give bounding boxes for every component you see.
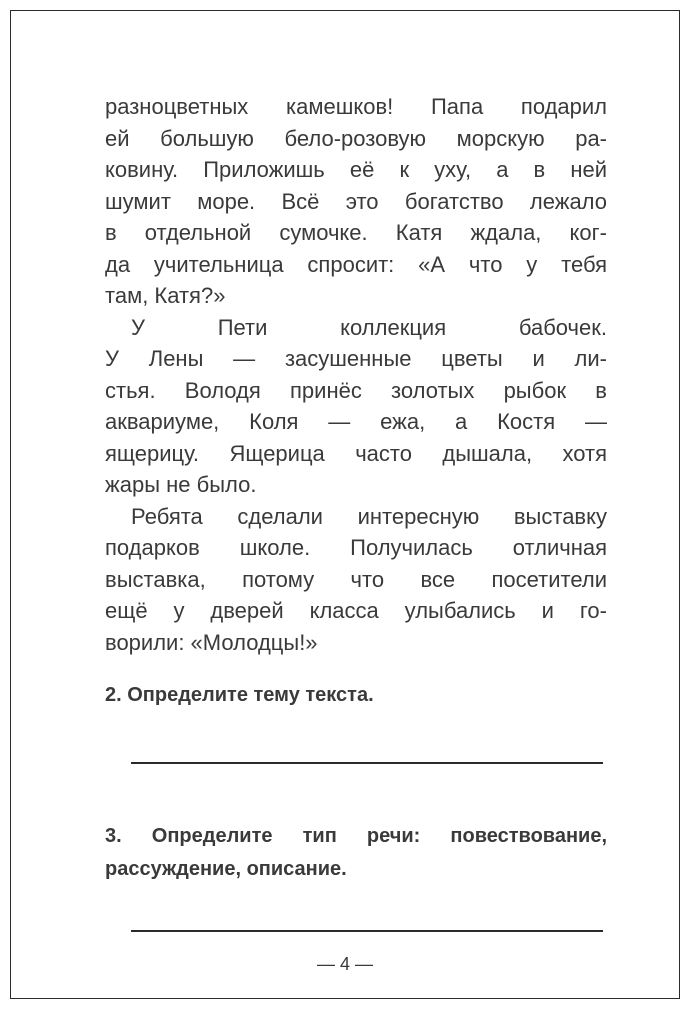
question-2 [105, 679, 607, 712]
story-line: да учительница спросит: «А что у тебя [105, 251, 607, 277]
story-line: подарков школе. Получилась отличная [105, 535, 607, 560]
story-line: выставка, потому что все посетители [105, 566, 607, 592]
story-line: в отдельной сумочке. Катя ждала, ког- [105, 220, 607, 245]
story-line: шумит море. Всё это богатство лежало [105, 188, 607, 214]
story-line: аквариуме, Коля — ежа, а Костя — [105, 409, 607, 434]
question-3 [105, 820, 607, 886]
question-text: рассуждение, описание. [105, 858, 347, 880]
story-line: ящерицу. Ящерица часто дышала, хотя [105, 440, 607, 466]
story-line: стья. Володя принёс золотых рыбок в [105, 377, 607, 403]
story-line: ещё у дверей класса улыбались и го- [105, 598, 607, 623]
story-line: там, Катя?» [105, 283, 226, 308]
answer-line-2[interactable] [131, 762, 603, 764]
page-number: — 4 — [316, 954, 373, 974]
story-line: разноцветных камешков! Папа подарил [105, 94, 607, 119]
story-line: ковину. Приложишь её к уху, а в ней [105, 157, 607, 182]
answer-line-3[interactable] [131, 930, 603, 932]
story-line: ей большую бело-розовую морскую ра- [105, 125, 607, 151]
story-text [105, 91, 607, 658]
story-line: У Пети коллекция бабочек. [131, 314, 607, 340]
question-text: 2. Определите тему текста. [105, 684, 374, 706]
story-line: жары не было. [105, 472, 257, 497]
question-text: 3. Определите тип речи: повествование, [105, 825, 607, 847]
story-line: Ребята сделали интересную выставку [131, 503, 607, 529]
story-line: У Лены — засушенные цветы и ли- [105, 346, 607, 371]
story-line: ворили: «Молодцы!» [105, 629, 318, 655]
